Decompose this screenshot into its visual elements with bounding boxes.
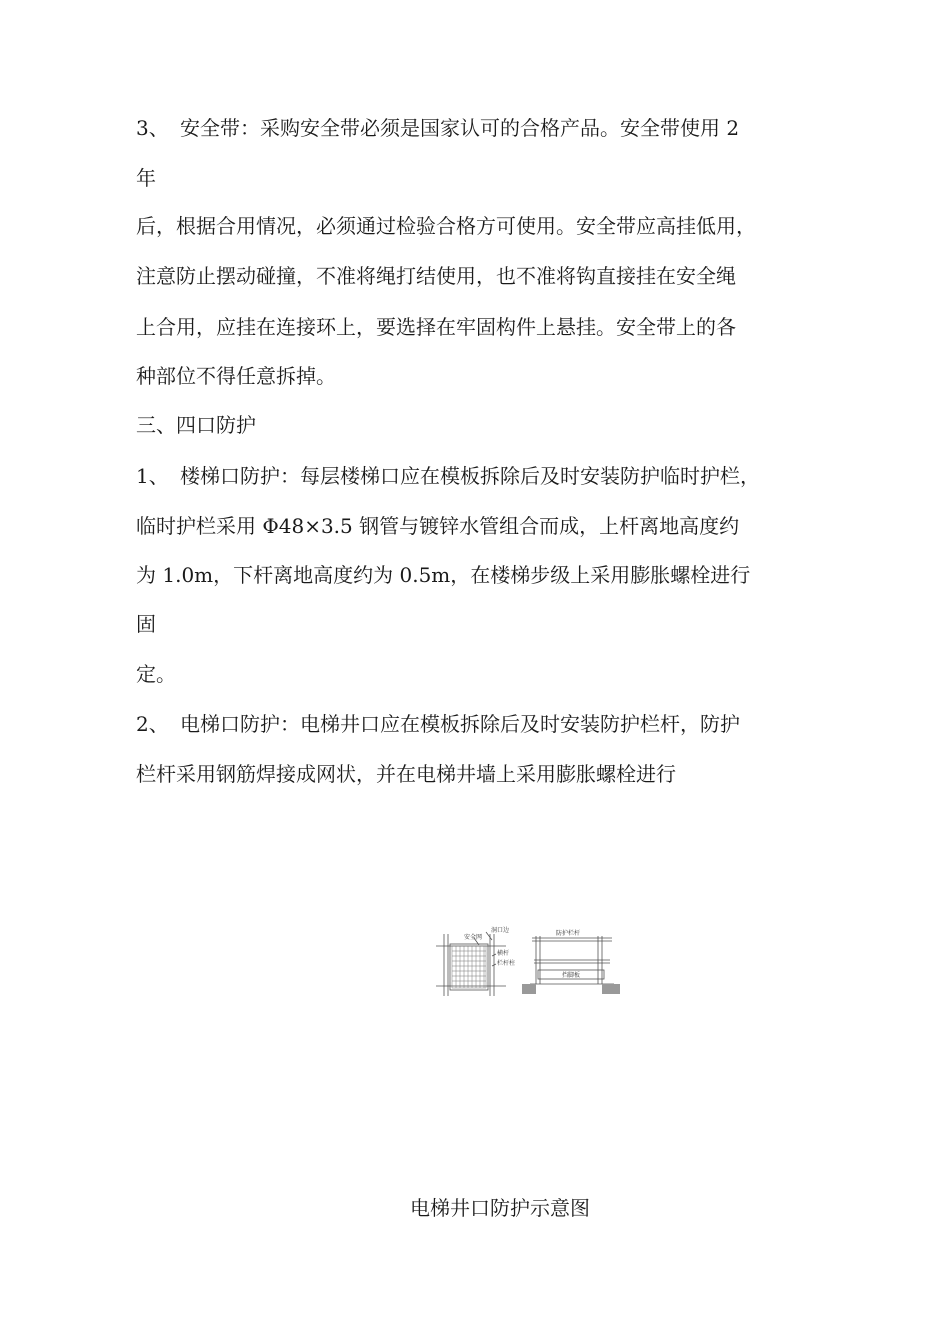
front-view: [436, 932, 506, 996]
item3-line2: 年: [136, 166, 156, 190]
label-railing-post: 栏杆柱: [497, 960, 516, 967]
item3-line4: 注意防止摆动碰撞，不准将绳打结使用，也不准将钩直接挂在安全绳: [136, 264, 736, 288]
item3-line1: 3、 安全带：采购安全带必须是国家认可的合格产品。安全带使用 2: [136, 116, 740, 140]
item3-line6: 种部位不得任意拆掉。: [136, 364, 336, 388]
item1-line3: 为 1.0m，下杆离地高度约为 0.5m，在楼梯步级上采用膨胀螺栓进行: [136, 563, 751, 587]
label-crossbar: 横杆: [497, 950, 510, 957]
elevator-shaft-protection-diagram: [434, 926, 630, 1000]
label-guardrail: 防护栏杆: [556, 930, 581, 937]
item1-number: 1、: [136, 464, 169, 488]
label-opening-edge: 洞口边: [491, 927, 510, 934]
item1-line2: 临时护栏采用 Φ48×3.5 钢管与镀锌水管组合而成，上杆离地高度约: [136, 514, 740, 538]
item2-line1: 2、 电梯口防护：电梯井口应在模板拆除后及时安装防护栏杆，防护: [136, 712, 740, 736]
item1-line1: 1、 楼梯口防护：每层楼梯口应在模板拆除后及时安装防护临时护栏，: [136, 464, 760, 488]
label-safety-net: 安全网: [464, 934, 483, 941]
figure-caption: 电梯井口防护示意图: [410, 1196, 590, 1220]
item3-line3: 后，根据合用情况，必须通过检验合格方可使用。安全带应高挂低用，: [136, 214, 756, 238]
item1-line5: 定。: [136, 662, 176, 686]
ground-hatch: [522, 984, 620, 994]
section-heading: 三、四口防护: [136, 413, 256, 437]
item3-number: 3、: [136, 116, 169, 140]
item1-line4: 固: [136, 612, 156, 636]
item2-number: 2、: [136, 712, 169, 736]
item2-line2: 栏杆采用钢筋焊接成网状，并在电梯井墙上采用膨胀螺栓进行: [136, 762, 676, 786]
item3-line5: 上合用，应挂在连接环上，要选择在牢固构件上悬挂。安全带上的各: [136, 315, 736, 339]
label-toe-board: 挡脚板: [562, 972, 581, 979]
